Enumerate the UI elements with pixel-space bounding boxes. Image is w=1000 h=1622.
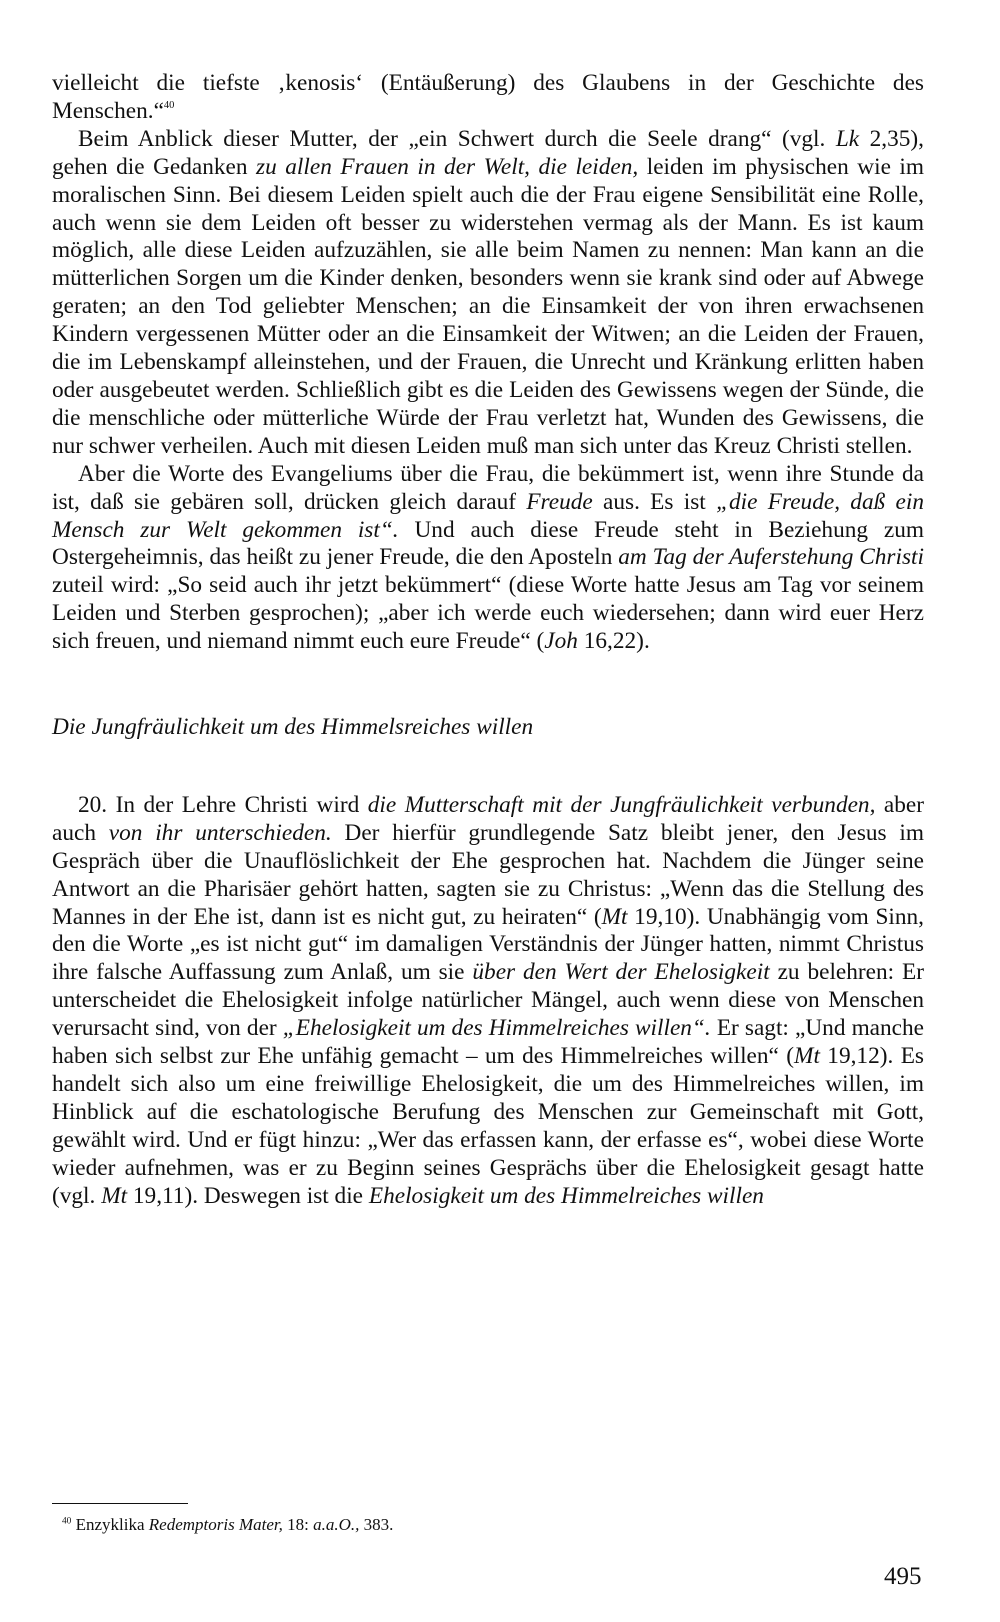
paragraph-text: 19,10). Unabhängig vom Sinn, den die Worte „es ist nicht gut“ im damaligen Verständnis der Jünger hatten, nimmt Christus ihre falsche Auffassung zum Anlaß, um sie bbox=[52, 903, 925, 986]
section-heading: Die Jungfräulichkeit um des Himmelsreiches willen bbox=[52, 714, 534, 741]
page-body bbox=[52, 70, 924, 1211]
emphasis-text: Freude bbox=[526, 488, 593, 515]
paragraph-2 bbox=[52, 126, 924, 461]
paragraph-text: Aber die Worte des Evangeliums über die Frau, die bekümmert ist, wenn ihre Stunde da ist, daß sie gebären soll, drücken gleich darauf bbox=[52, 460, 924, 515]
paragraph-text: 16,22). bbox=[577, 628, 650, 655]
footnote-text: 18: bbox=[282, 1515, 314, 1534]
footnote-marker[interactable]: 40 bbox=[163, 99, 175, 111]
bible-reference: Lk bbox=[835, 125, 860, 152]
paragraph-text: zu belehren: Er unterscheidet die Ehelosigkeit infolge natürlicher Mängel, auch wenn diese von Menschen verursacht sind, von der bbox=[52, 959, 925, 1042]
emphasis-text: zu allen Frauen in der Welt, die leiden, bbox=[256, 153, 639, 180]
footnote-text: Enzyklika bbox=[71, 1515, 149, 1534]
footnote-emphasis: a.a.O., bbox=[313, 1515, 360, 1534]
paragraph-text: leiden im physischen wie im moralischen Sinn. Bei diesem Leiden spielt auch die der Frau eigene Sensibilität eine Rolle, auch wenn sie dem Leiden oft besser zu widerstehen vermag als der Mann. Es ist kaum möglich, alle diese Leiden aufzuzählen, sie alle beim Namen zu nennen: Man kann an die mütterlichen Sorgen um die Kinder denken, besonders wenn sie krank sind oder auf Abwege geraten; an den Tod geliebter Menschen; an die Einsamkeit der von ihren erwachsenen Kindern vergessenen Mütter oder an die Einsamkeit der Witwen; an die Leiden der Frauen, die im Lebenskampf alleinstehen, und der Frauen, die Unrecht und Kränkung erlitten haben oder ausgebeutet werden. Schließlich gibt es die Leiden des Gewissens wegen der Sünde, die die menschliche oder mütterliche Würde der Frau verletzt hat, Wunden des Gewissens, die nur schwer verheilen. Auch mit diesen Leiden muß man sich unter das Kreuz Christi stellen. bbox=[52, 153, 925, 459]
footnote bbox=[62, 1515, 393, 1535]
emphasis-text: „die Freude, daß ein Mensch zur Welt gekommen ist“. bbox=[52, 488, 924, 543]
bible-reference: Mt bbox=[601, 903, 628, 930]
paragraph-text: 19,11). Deswegen ist die bbox=[127, 1182, 369, 1209]
paragraph-text: Er sagt: „Und manche haben sich selbst zur Ehe unfähig gemacht – um des Himmelreiches willen“ ( bbox=[52, 1015, 925, 1070]
emphasis-text: die Mutterschaft mit der Jungfräulichkeit verbunden, bbox=[367, 791, 876, 818]
paragraph-1 bbox=[52, 70, 924, 126]
emphasis-text: von ihr unterschieden. bbox=[108, 819, 332, 846]
emphasis-text: am Tag der Auferstehung Christi bbox=[618, 544, 924, 571]
bible-reference: Mt bbox=[794, 1043, 820, 1070]
bible-reference: Joh bbox=[544, 628, 578, 655]
paragraph-text: Der hierfür grundlegende Satz bleibt jener, den Jesus im Gespräch über die Unauflöslichkeit der Ehe gesprochen hat. Nachdem die Jünger seine Antwort an die Pharisäer gehört hatten, sagten sie zu Christus: „Wenn das die Stellung des Mannes in der Ehe ist, dann ist es nicht gut, zu heiraten“ ( bbox=[52, 819, 924, 930]
paragraph-text: Beim Anblick dieser Mutter, der „ein Schwert durch die Seele drang“ (vgl. bbox=[78, 125, 836, 152]
bible-reference: Mt bbox=[101, 1182, 128, 1209]
paragraph-text: vielleicht die tiefste ‚kenosis‘ (Entäußerung) des Glaubens in der Geschichte des Menschen.“ bbox=[52, 70, 924, 124]
emphasis-text: Ehelosigkeit um des Himmelreiches willen bbox=[368, 1182, 764, 1209]
emphasis-text: „Ehelosigkeit um des Himmelreiches willen“. bbox=[282, 1015, 711, 1042]
paragraph-text: 2,35), gehen die Gedanken bbox=[52, 125, 924, 180]
paragraph-text: 19,12). Es handelt sich also um eine freiwillige Ehelosigkeit, die um des Himmelreiches willen, im Hinblick auf die eschatologische Berufung des Menschen zur Gemeinschaft mit Gott, gewählt wird. Und er fügt hinzu: „Wer das erfassen kann, der erfasse es“, wobei diese Worte wieder aufnehmen, was er zu Beginn seines Gesprächs über die Ehelosigkeit gesagt hatte (vgl. bbox=[52, 1043, 924, 1209]
paragraph-text: Und auch diese Freude steht in Beziehung zum Ostergeheimnis, das heißt zu jener Freude, die den Aposteln bbox=[52, 516, 924, 571]
paragraph-text: zuteil wird: „So seid auch ihr jetzt bekümmert“ (diese Worte hatte Jesus am Tag vor seinem Leiden und Sterben gesprochen); „aber ich werde euch wiedersehen; dann wird euer Herz sich freuen, und niemand nimmt euch eure Freude“ ( bbox=[52, 572, 924, 655]
paragraph-text: aus. Es ist bbox=[592, 488, 717, 515]
paragraph-3 bbox=[52, 461, 924, 656]
footnote-text: 383. bbox=[359, 1515, 394, 1534]
paragraph-4 bbox=[52, 792, 924, 1211]
page-number: 495 bbox=[884, 1563, 922, 1590]
footnote-number: 40 bbox=[62, 1516, 72, 1527]
paragraph-text: 20. In der Lehre Christi wird bbox=[78, 791, 368, 818]
paragraph-text: aber auch bbox=[52, 791, 925, 846]
footnote-emphasis: Redemptoris Mater, bbox=[148, 1515, 283, 1534]
footnote-divider bbox=[52, 1503, 188, 1504]
emphasis-text: über den Wert der Ehelosigkeit bbox=[472, 959, 770, 986]
